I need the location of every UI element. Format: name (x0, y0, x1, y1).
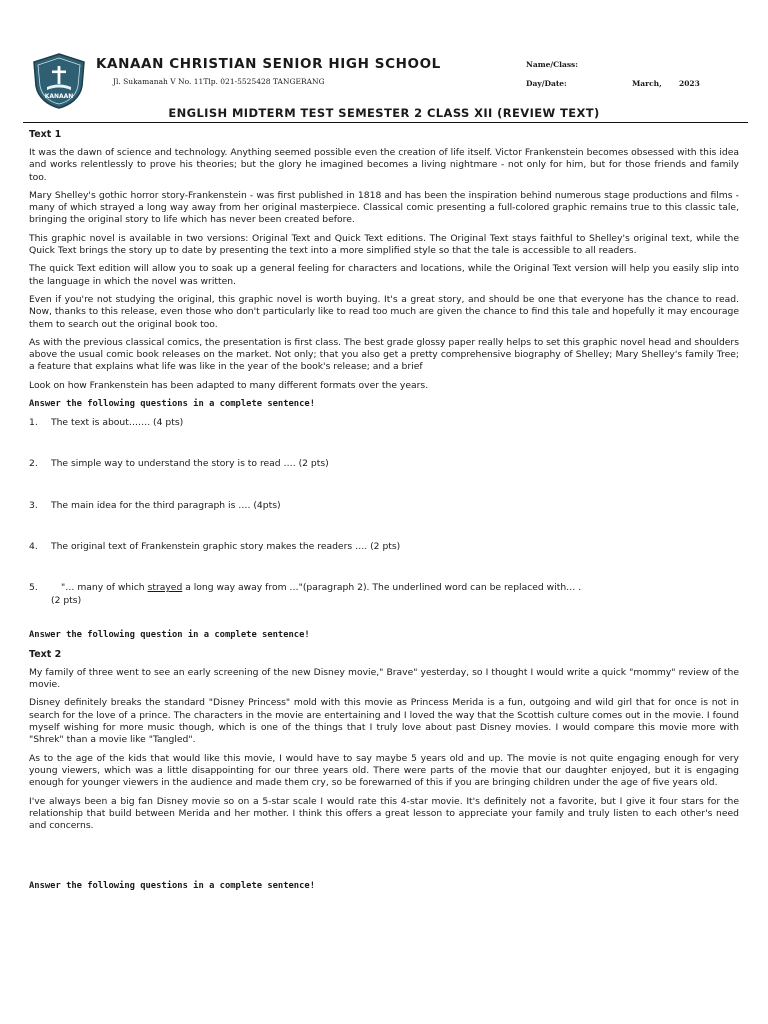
day-date-label: Day/Date: (526, 79, 567, 88)
text2-intro-heading: Answer the following question in a complete sentence! (29, 629, 310, 640)
exam-content (29, 128, 739, 899)
text1-paragraph: The quick Text edition will allow you to soak up a general feeling for characters and locations, while the Original Text version will help you easily slip into the language in which the novel was written. (29, 263, 739, 287)
logo-text: KANAAN (44, 93, 74, 100)
question-text: a long way away from …"(paragraph 2). The underlined word can be replaced with… . (182, 582, 582, 594)
question-number: 5. (29, 582, 38, 594)
month-value: March, (632, 79, 662, 88)
question-item (29, 582, 739, 607)
question-item (29, 417, 739, 429)
text2-heading: Text 2 (29, 648, 62, 660)
text1-paragraph: As with the previous classical comics, the presentation is first class. The best grade glossy paper really helps to set this graphic novel head and shoulders above the usual comic book releases on the market. Not only; that you also get a pretty comprehensive biography of Shelley; Mary Shelley's family Tree; a feature that explains what life was like in the year of the book's release; and a brief (29, 336, 739, 373)
text1-paragraph: Mary Shelley's gothic horror story-Frankenstein - was first published in 1818 and has been the inspiration behind numerous stage productions and films - many of which strayed a long way away from her original masterpiece. Classical comic presenting a full-colored graphic remains true to this classic tale, bringing the original story to life which has never been created before. (29, 189, 739, 226)
question-text: The original text of Frankenstein graphic story makes the readers …. (2 pts) (51, 540, 401, 552)
questions1-heading: Answer the following questions in a complete sentence! (29, 399, 315, 410)
underlined-word: strayed (147, 582, 183, 594)
question-item (29, 500, 739, 512)
text2-paragraph: As to the age of the kids that would like this movie, I would have to say maybe 5 years old and up. The movie is not quite engaging enough for very young viewers, which was a little disappointing for our three years old. There were parts of the movie that our daughter enjoyed, but it is engaging enough for younger viewers in the audience and made them cry, so be forewarned of this if you are bringing children under the age of five years old. (29, 752, 739, 789)
question-number: 4. (29, 540, 38, 552)
question-number: 1. (29, 417, 38, 429)
question-text: "… many of which (61, 582, 148, 594)
text1-heading: Text 1 (29, 129, 62, 140)
question-text: The text is about……. (4 pts) (51, 417, 184, 429)
text1-paragraph: It was the dawn of science and technology. Anything seemed possible even the creation of life itself. Victor Frankenstein becomes obsessed with this idea and works relentlessly to prove his theories; but the glory he imagined becomes a living nightmare - not only for him, but for those friends and family too. (29, 147, 739, 183)
name-class-label: Name/Class: (526, 60, 579, 69)
question-number: 3. (29, 499, 38, 511)
question-item (29, 458, 739, 470)
text1-paragraph: Even if you're not studying the original, this graphic novel is worth buying. It's a great story, and should be one that everyone has the chance to read. Now, thanks to this release, even those who don't particularly like to read too much are given the chance to find this tale and hopefully it may encourage them to search out the original book too. (29, 293, 739, 330)
text1-paragraph: Look on how Frankenstein has been adapted to many different formats over the years. (29, 379, 429, 391)
school-logo-shield-icon (30, 52, 88, 110)
text1-paragraph: This graphic novel is available in two versions: Original Text and Quick Text editions. The Original Text stays faithful to Shelley's original text, while the Quick Text brings the story up to date by presenting the text into a more simplified style so that the tale is accessible to all readers. (29, 232, 739, 257)
questions1-list (29, 417, 739, 607)
test-title: ENGLISH MIDTERM TEST SEMESTER 2 CLASS XII (REVIEW TEXT) (168, 106, 600, 120)
question-text: The main idea for the third paragraph is …. (4pts) (51, 499, 281, 511)
question-points: (2 pts) (51, 594, 82, 606)
questions2-heading: Answer the following questions in a complete sentence! (29, 881, 315, 892)
school-name: KANAAN CHRISTIAN SENIOR HIGH SCHOOL (96, 56, 441, 72)
text2-paragraph: Disney definitely breaks the standard "Disney Princess" mold with this movie as Princess Merida is a fun, outgoing and wild girl that for once is not in search for the love of a prince. The characters in the movie are entertaining and I loved the way that the Scottish culture comes out in the movie. I found myself wishing for more music though, which is one of the things that I truly love about past Disney movies. I would compare this movie more with "Shrek" than a movie like "Tangled". (29, 697, 739, 746)
year-value: 2023 (679, 79, 700, 88)
header-divider (23, 122, 748, 123)
question-number: 2. (29, 458, 38, 470)
school-address: Jl. Sukamanah V No. 11Tlp. 021-5525428 TANGERANG (113, 77, 325, 86)
question-item (29, 541, 739, 553)
question-text: The simple way to understand the story is to read …. (2 pts) (51, 458, 329, 470)
text2-paragraph: My family of three went to see an early screening of the new Disney movie," Brave" yesterday, so I thought I would write a quick "mommy" review of the movie. (29, 666, 739, 691)
text2-paragraph: I've always been a big fan Disney movie so on a 5-star scale I would rate this 4-star movie. It's definitely not a favorite, but I give it four stars for the relationship that build between Merida and her mother. I think this offers a great lesson to appreciate your family and truly listen to each other's need and concerns. (29, 795, 739, 832)
